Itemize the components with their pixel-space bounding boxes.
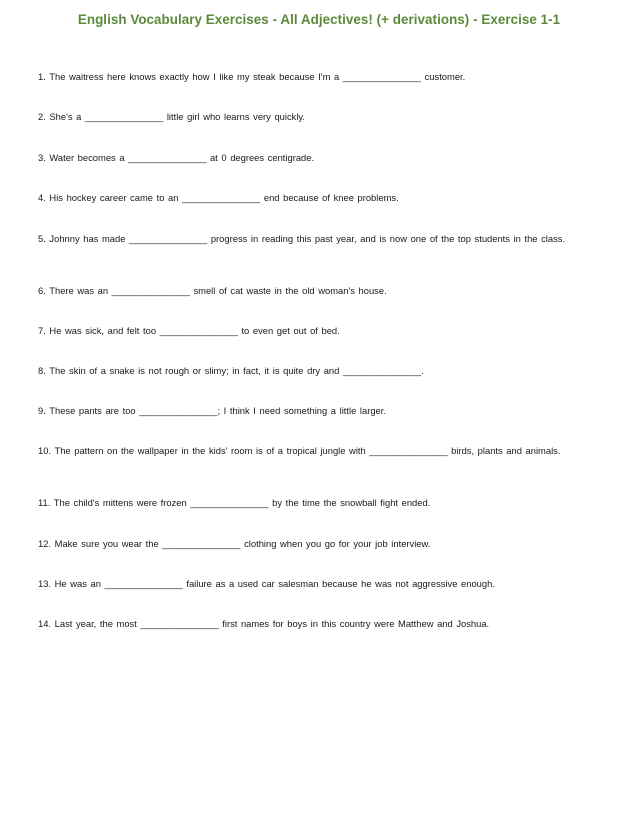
question-14: 14. Last year, the most _______________ first names for boys in this country were Matthew and Joshua. xyxy=(38,618,490,629)
page-title: English Vocabulary Exercises - All Adjectives! (+ derivations) - Exercise 1-1 xyxy=(77,12,561,27)
question-5: 5. Johnny has made _______________ progress in reading this past year, and is now one of the top students in the class. xyxy=(38,233,566,244)
question-4: 4. His hockey career came to an _______________ end because of knee problems. xyxy=(38,192,399,203)
question-10: 10. The pattern on the wallpaper in the kids' room is of a tropical jungle with _______________ birds, plants and animals. xyxy=(38,445,561,456)
question-6: 6. There was an _______________ smell of cat waste in the old woman's house. xyxy=(38,285,387,296)
question-9: 9. These pants are too _______________; I think I need something a little larger. xyxy=(38,405,386,416)
question-13: 13. He was an _______________ failure as a used car salesman because he was not aggressive enough. xyxy=(38,578,495,589)
question-8: 8. The skin of a snake is not rough or slimy; in fact, it is quite dry and _______________. xyxy=(38,365,424,376)
question-11: 11. The child's mittens were frozen _______________ by the time the snowball fight ended. xyxy=(38,497,431,508)
question-12: 12. Make sure you wear the _______________ clothing when you go for your job interview. xyxy=(38,538,431,549)
question-3: 3. Water becomes a _______________ at 0 degrees centigrade. xyxy=(38,152,315,163)
question-7: 7. He was sick, and felt too _______________ to even get out of bed. xyxy=(38,325,340,336)
question-1: 1. The waitress here knows exactly how I like my steak because I'm a _______________ customer. xyxy=(38,71,466,82)
question-2: 2. She's a _______________ little girl who learns very quickly. xyxy=(38,111,306,122)
